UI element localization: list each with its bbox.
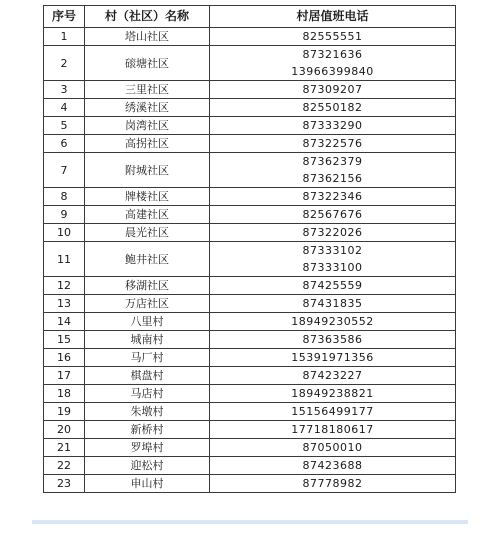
row-phones [210,349,456,367]
header-phone: 村居值班电话 [210,6,456,28]
row-number: 23 [44,475,85,493]
table-row [44,367,456,385]
row-number: 6 [44,135,85,153]
bottom-divider-bar [32,520,468,524]
row-name: 三里社区 [85,81,210,99]
row-name: 磙塘社区 [85,46,210,81]
row-phones [210,457,456,475]
row-name: 绣溪社区 [85,99,210,117]
row-phones [210,117,456,135]
row-number: 15 [44,331,85,349]
row-number: 21 [44,439,85,457]
row-number: 14 [44,313,85,331]
row-number: 7 [44,153,85,188]
phone-number: 87050010 [302,441,363,454]
table-row [44,206,456,224]
row-name: 高拐社区 [85,135,210,153]
phone-number: 82550182 [302,101,363,114]
phone-number: 87423688 [302,459,363,472]
row-phones [210,153,456,188]
row-name: 八里村 [85,313,210,331]
phone-number: 15391971356 [291,351,374,364]
phone-number: 87322346 [302,190,363,203]
table-row [44,295,456,313]
table-row [44,135,456,153]
row-name: 高建社区 [85,206,210,224]
phone-number: 87423227 [302,369,363,382]
row-number: 22 [44,457,85,475]
row-phones [210,403,456,421]
row-number: 1 [44,28,85,46]
row-phones [210,421,456,439]
row-name: 塔山社区 [85,28,210,46]
phone-number: 87333290 [302,119,363,132]
row-name: 马厂村 [85,349,210,367]
phone-number: 87333100 [302,261,363,274]
table-row [44,28,456,46]
table-row [44,188,456,206]
row-phones [210,188,456,206]
table-row [44,313,456,331]
phone-number: 87362379 [302,155,363,168]
header-name: 村（社区）名称 [85,6,210,28]
table-row [44,439,456,457]
row-phones [210,385,456,403]
row-phones [210,99,456,117]
row-name: 棋盘村 [85,367,210,385]
table-row [44,421,456,439]
row-name: 申山村 [85,475,210,493]
row-phones [210,242,456,277]
row-phones [210,295,456,313]
row-phones [210,28,456,46]
row-phones [210,367,456,385]
duty-phone-table [43,5,456,493]
row-number: 16 [44,349,85,367]
phone-number: 82555551 [302,30,363,43]
row-phones [210,277,456,295]
row-phones [210,46,456,81]
row-number: 10 [44,224,85,242]
row-phones [210,475,456,493]
phone-number: 87363586 [302,333,363,346]
row-number: 9 [44,206,85,224]
row-number: 13 [44,295,85,313]
phone-number: 87322576 [302,137,363,150]
row-phones [210,224,456,242]
phone-number: 87309207 [302,83,363,96]
table-row [44,242,456,277]
row-name: 万店社区 [85,295,210,313]
row-phones [210,206,456,224]
header-number: 序号 [44,6,85,28]
row-name: 附城社区 [85,153,210,188]
table-body [44,28,456,493]
row-name: 晨光社区 [85,224,210,242]
row-number: 4 [44,99,85,117]
row-name: 牌楼社区 [85,188,210,206]
table-row [44,46,456,81]
row-phones [210,313,456,331]
table-row [44,457,456,475]
row-number: 20 [44,421,85,439]
row-phones [210,81,456,99]
row-name: 移湖社区 [85,277,210,295]
phone-number: 15156499177 [291,405,374,418]
row-number: 12 [44,277,85,295]
row-phones [210,331,456,349]
table-row [44,385,456,403]
row-number: 18 [44,385,85,403]
row-number: 11 [44,242,85,277]
table-row [44,117,456,135]
row-phones [210,439,456,457]
row-name: 岗湾社区 [85,117,210,135]
phone-number: 82567676 [302,208,363,221]
phone-number: 17718180617 [291,423,374,436]
row-name: 朱墩村 [85,403,210,421]
row-number: 8 [44,188,85,206]
row-name: 罗埠村 [85,439,210,457]
phone-number: 87778982 [302,477,363,490]
row-name: 迎松村 [85,457,210,475]
table-row [44,331,456,349]
phone-number: 13966399840 [291,65,374,78]
table-row [44,153,456,188]
phone-number: 18949238821 [291,387,374,400]
row-name: 马店村 [85,385,210,403]
phone-number: 87321636 [302,48,363,61]
row-name: 城南村 [85,331,210,349]
row-number: 2 [44,46,85,81]
row-number: 5 [44,117,85,135]
phone-number: 87333102 [302,244,363,257]
row-number: 19 [44,403,85,421]
row-number: 17 [44,367,85,385]
row-name: 鲍井社区 [85,242,210,277]
table-row [44,99,456,117]
phone-number: 87425559 [302,279,363,292]
row-name: 新桥村 [85,421,210,439]
table-row [44,277,456,295]
table-row [44,81,456,99]
phone-number: 87431835 [302,297,363,310]
row-phones [210,135,456,153]
phone-number: 87322026 [302,226,363,239]
row-number: 3 [44,81,85,99]
table-row [44,349,456,367]
phone-number: 87362156 [302,172,363,185]
table-row [44,403,456,421]
table-row [44,224,456,242]
table-row [44,475,456,493]
phone-number: 18949230552 [291,315,374,328]
table-header-row [44,6,456,28]
